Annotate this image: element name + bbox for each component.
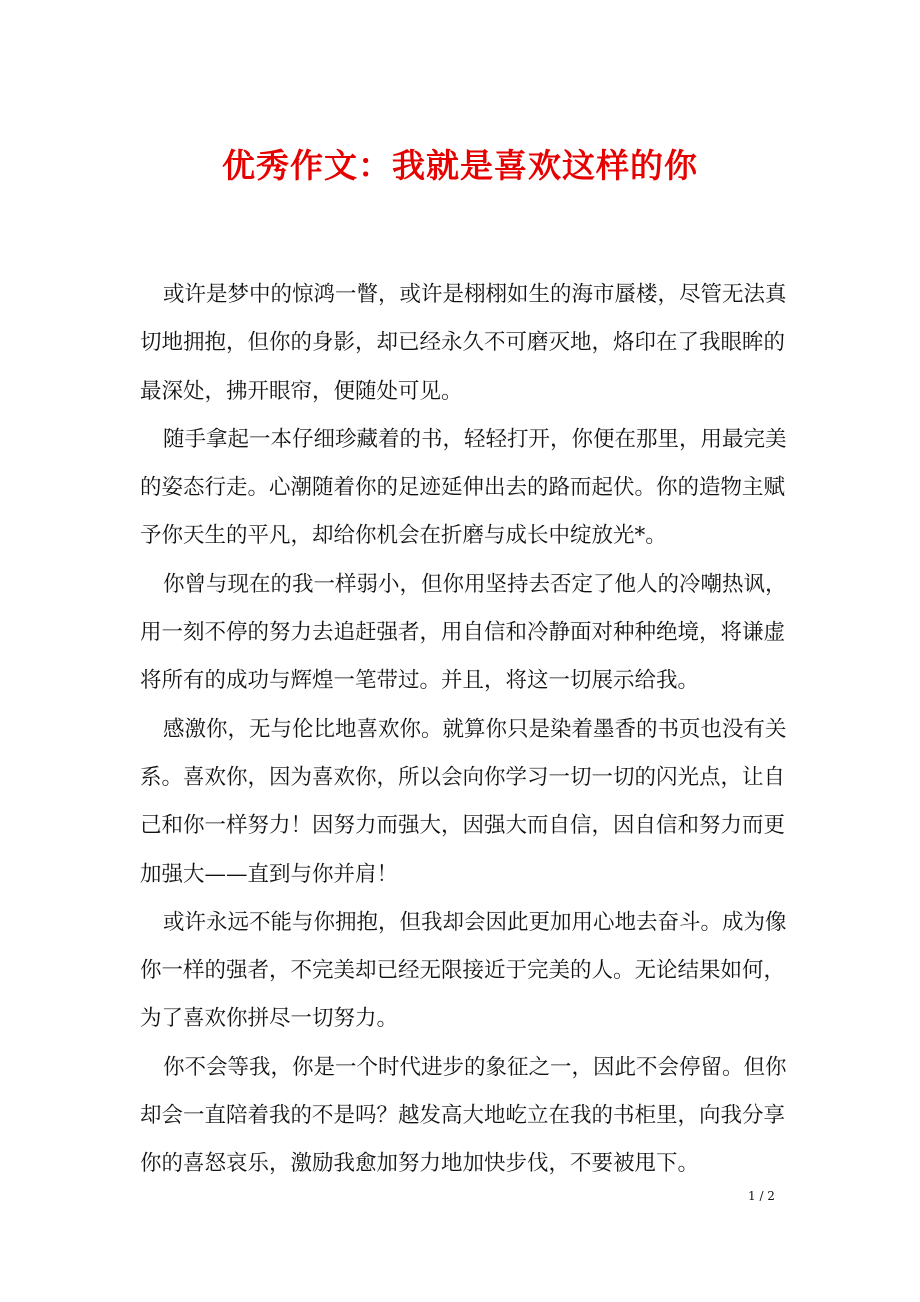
paragraph-line: 切地拥抱，但你的身影，却已经永久不可磨灭地，烙印在了我眼眸的 <box>140 330 786 356</box>
paragraph <box>140 706 787 899</box>
paragraph-line: 你一样的强者，不完美却已经无限接近于完美的人。无论结果如何， <box>140 958 786 984</box>
paragraph <box>140 561 787 706</box>
paragraph-line: 你不会等我，你是一个时代进步的象征之一，因此不会停留。但你 <box>163 1054 787 1080</box>
paragraph <box>140 899 787 1044</box>
paragraph <box>140 271 787 416</box>
paragraph-line: 最深处，拂开眼帘，便随处可见。 <box>140 378 463 404</box>
paragraph-line: 系。喜欢你，因为喜欢你，所以会向你学习一切一切的闪光点，让自 <box>140 764 786 790</box>
paragraph-line: 或许永远不能与你拥抱，但我却会因此更加用心地去奋斗。成为像 <box>163 909 787 935</box>
paragraph-line: 或许是梦中的惊鸿一瞥，或许是栩栩如生的海市蜃楼，尽管无法真 <box>163 282 787 307</box>
paragraph-line: 为了喜欢你拼尽一切努力。 <box>140 1006 399 1032</box>
paragraph-line: 你曾与现在的我一样弱小，但你用坚持去否定了他人的冷嘲热讽， <box>163 571 787 597</box>
document-title: 优秀作文：我就是喜欢这样的你 <box>222 146 698 185</box>
paragraph-line: 随手拿起一本仔细珍藏着的书，轻轻打开，你便在那里，用最完美 <box>163 426 787 452</box>
paragraph-line: 的姿态行走。心潮随着你的足迹延伸出去的路而起伏。你的造物主赋 <box>140 475 786 501</box>
paragraph <box>140 1044 787 1189</box>
page-number: 1 / 2 <box>748 1189 775 1203</box>
paragraph <box>140 416 787 561</box>
paragraph-line: 感激你，无与伦比地喜欢你。就算你只是染着墨香的书页也没有关 <box>163 716 787 742</box>
paragraph-line: 加强大——直到与你并肩！ <box>140 861 399 887</box>
document-body <box>140 271 787 1189</box>
paragraph-line: 却会一直陪着我的不是吗？越发高大地屹立在我的书柜里，向我分享 <box>140 1103 786 1129</box>
paragraph-line: 用一刻不停的努力去追赶强者，用自信和冷静面对种种绝境，将谦虚 <box>140 620 786 646</box>
paragraph-line: 己和你一样努力！因努力而强大，因强大而自信，因自信和努力而更 <box>140 813 786 839</box>
paragraph-line: 你的喜怒哀乐，激励我愈加努力地加快步伐，不要被甩下。 <box>140 1151 700 1177</box>
paragraph-line: 予你天生的平凡，却给你机会在折磨与成长中绽放光*。 <box>140 523 667 549</box>
paragraph-line: 将所有的成功与辉煌一笔带过。并且，将这一切展示给我。 <box>140 668 700 694</box>
